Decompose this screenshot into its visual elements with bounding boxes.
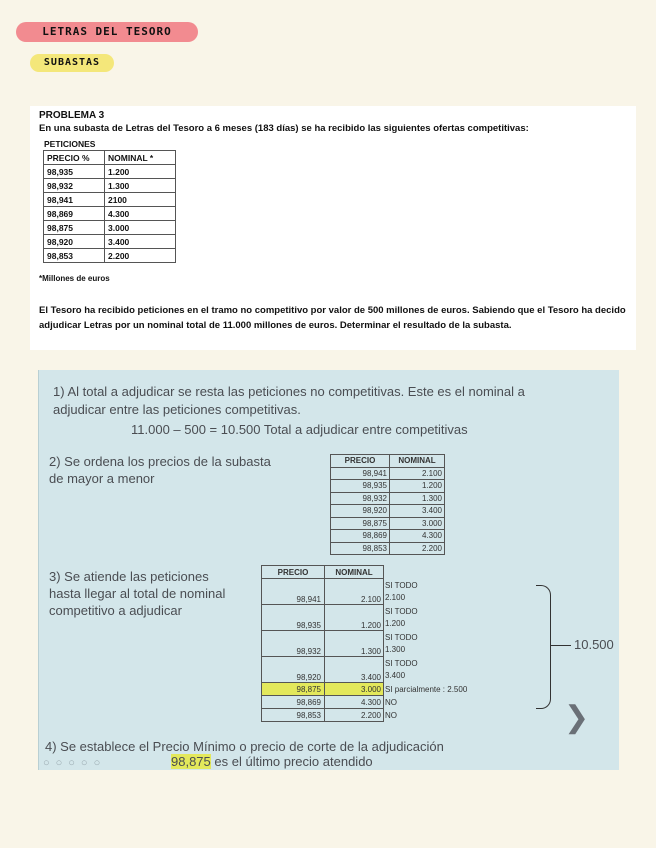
slide-toolbar-icons[interactable]: ○○○○○ — [43, 757, 107, 769]
step4-line1: 4) Se establece el Precio Mínimo o precio de corte de la adjudicación — [45, 739, 444, 754]
step1-calc: 11.000 – 500 = 10.500 Total a adjudicar entre competitivas — [131, 422, 468, 437]
step3-line1: 3) Se atiende las peticiones — [49, 569, 209, 584]
table-row: 98,875 3.000 — [44, 221, 176, 235]
table-row: 98,869 4.300 — [331, 530, 445, 543]
table-row: 98,853 2.200 — [331, 542, 445, 555]
column-header: PRECIO — [331, 455, 390, 468]
table-row: 98,875 3.000 — [331, 517, 445, 530]
step2-line1: 2) Se ordena los precios de la subasta — [49, 454, 271, 469]
table-row-partial: 98,875 3.000 SI parcialmente : 2.500 — [262, 683, 505, 696]
table-row: 98,941 2100 — [44, 193, 176, 207]
step2-line2: de mayor a menor — [49, 471, 155, 486]
problem-title: PROBLEMA 3 — [39, 110, 105, 121]
adjudication-table — [261, 565, 505, 722]
table-row: 98,932 1.300 — [331, 492, 445, 505]
table-caption: PETICIONES — [44, 139, 96, 149]
step3-line3: competitivo a adjudicar — [49, 603, 182, 618]
cutoff-price: 98,875 — [171, 754, 211, 769]
solution-slide — [38, 370, 619, 770]
table-row: 98,853 2.200 NO — [262, 709, 505, 722]
offers-table — [43, 150, 176, 263]
table-row: 98,920 3.400 — [44, 235, 176, 249]
table-row: 98,853 2.200 — [44, 249, 176, 263]
column-header: NOMINAL — [325, 566, 384, 579]
bracket — [536, 585, 551, 709]
table-row: 98,941 2.100 — [331, 467, 445, 480]
bracket-total: 10.500 — [574, 637, 614, 652]
table-row: 98,869 4.300 — [44, 207, 176, 221]
column-header: NOMINAL — [390, 455, 445, 468]
units-note: *Millones de euros — [39, 274, 110, 283]
bracket-pointer — [551, 645, 571, 646]
step1-line1: 1) Al total a adjudicar se resta las peticiones no competitivas. Este es el nominal a — [53, 384, 525, 399]
column-header: NOMINAL * — [105, 151, 176, 165]
table-row: 98,935 1.200 — [331, 480, 445, 493]
table-row: 98,935 1.200 SI TODO 1.200 — [262, 605, 505, 631]
subtitle-highlight: SUBASTAS — [30, 54, 114, 72]
step4-line2: 98,875 es el último precio atendido — [171, 754, 373, 769]
table-row: 98,920 3.400 — [331, 505, 445, 518]
column-header: PRECIO % — [44, 151, 105, 165]
problem-statement: En una subasta de Letras del Tesoro a 6 meses (183 días) se ha recibido las siguientes ofertas competitivas: — [39, 123, 529, 134]
step1-line2: adjudicar entre las peticiones competitivas. — [53, 402, 301, 417]
table-row: 98,869 4.300 NO — [262, 696, 505, 709]
table-row: 98,932 1.300 SI TODO 1.300 — [262, 631, 505, 657]
title-highlight: LETRAS DEL TESORO — [16, 22, 198, 42]
problem-card — [30, 106, 636, 350]
column-header: PRECIO — [262, 566, 325, 579]
table-row: 98,935 1.200 — [44, 165, 176, 179]
problem-paragraph: El Tesoro ha recibido peticiones en el tramo no competitivo por valor de 500 millones de euros. Sabiendo que el Tesoro ha decido adjudicar Letras por un nominal total de 11.000 millones de euros. Determinar el resultado de la subasta. — [39, 305, 626, 331]
table-row: 98,941 2.100 SI TODO 2.100 — [262, 579, 505, 605]
table-row: 98,920 3.400 SI TODO 3.400 — [262, 657, 505, 683]
sorted-table — [330, 454, 445, 555]
next-slide-chevron-icon[interactable]: ❯ — [564, 701, 590, 734]
table-row: 98,932 1.300 — [44, 179, 176, 193]
step3-line2: hasta llegar al total de nominal — [49, 586, 226, 601]
